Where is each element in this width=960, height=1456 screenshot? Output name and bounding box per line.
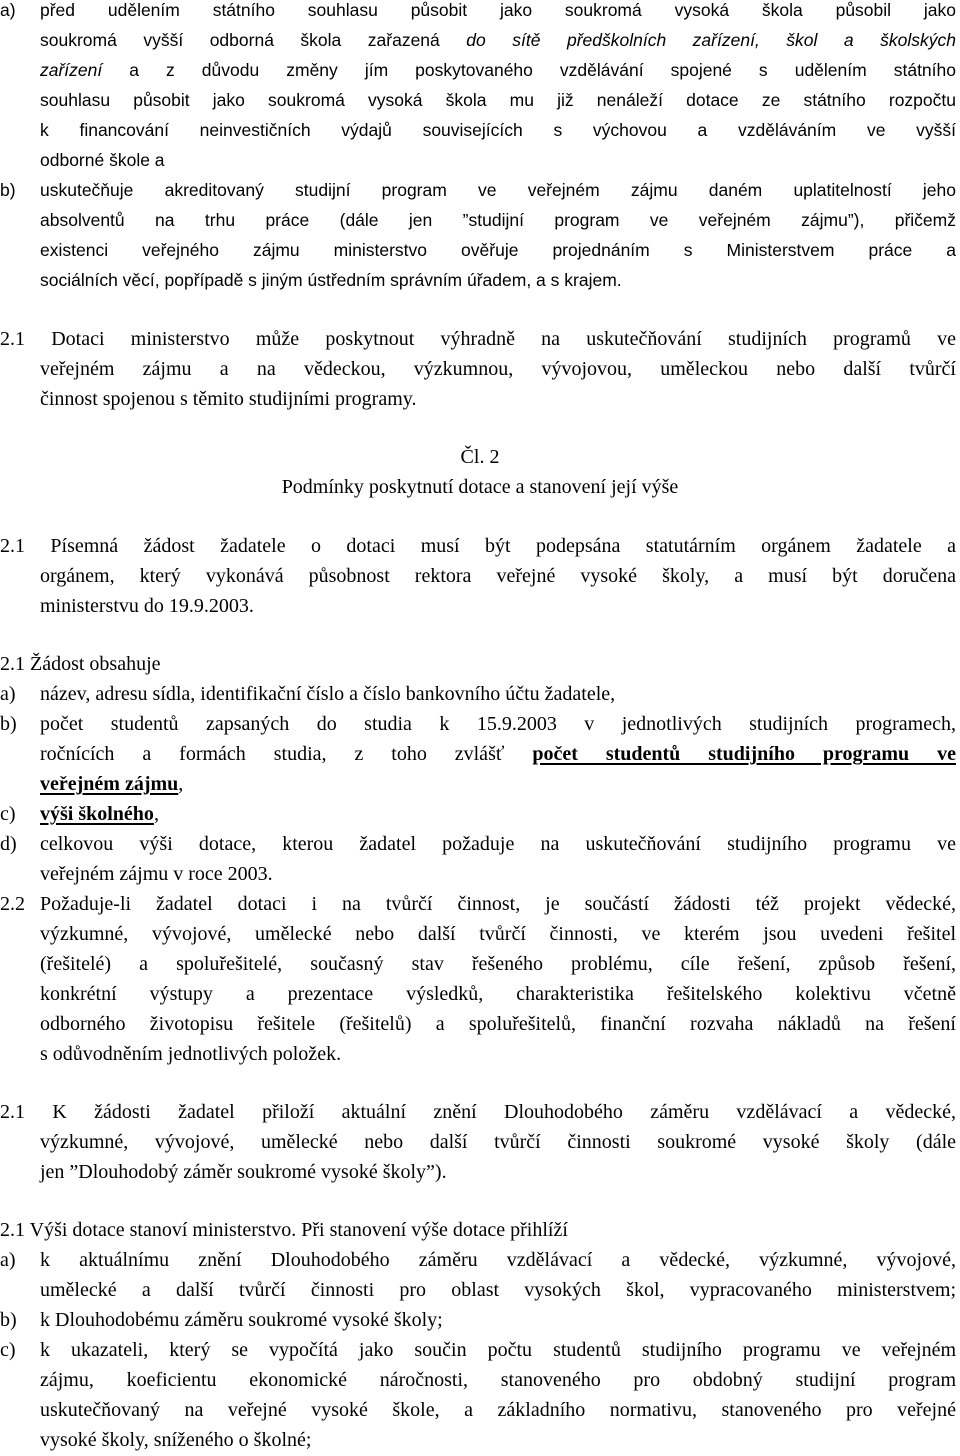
- list-item-text: vysoké školy, sníženého o školné;: [40, 1429, 312, 1451]
- emphasis-underlined: výši školného: [40, 803, 154, 825]
- list-item-text: uskutečňovaný na veřejné vysoké škole, a základního normativu, stanoveného pro veřejné: [40, 1399, 956, 1421]
- list-label-a: a): [0, 0, 16, 20]
- paragraph-line: (řešitelé) a spoluřešitelé, současný stav řešeného problému, cíle řešení, způsob řešení,: [40, 953, 956, 975]
- paragraph-line: odborné škole a: [40, 150, 165, 170]
- paragraph-line: výzkumné, vývojové, umělecké nebo další tvůrčí činnosti, ve kterém jsou uvedeni řešitel: [40, 923, 956, 945]
- list-item-text: počet studentů zapsaných do studia k 15.9.2003 v jednotlivých studijních programech,: [40, 713, 956, 735]
- list-label-d: d): [0, 833, 17, 855]
- emphasis-underlined: veřejném zájmu: [40, 773, 179, 795]
- paragraph-line: existenci veřejného zájmu ministerstvo ověřuje projednáním s Ministerstvem práce a: [40, 240, 956, 260]
- paragraph-line: souhlasu působit jako soukromá vysoká škola mu již nenáleží dotace ze státního rozpočtu: [40, 90, 956, 110]
- list-item-text: celkovou výši dotace, kterou žadatel požaduje na uskutečňování studijního programu ve: [40, 833, 956, 855]
- paragraph-line: sociálních věcí, popřípadě s jiným ústředním správním úřadem, a s krajem.: [40, 270, 622, 290]
- paragraph-line: soukromá vyšší odborná škola zařazená do sítě předškolních zařízení, škol a školských: [40, 30, 957, 50]
- list-item-text: veřejném zájmu,: [40, 773, 184, 795]
- paragraph-line: zařízení a z důvodu změny jím poskytovaného vzdělávání spojené s udělením státního: [40, 60, 956, 80]
- paragraph-line: činnost spojenou s těmito studijními programy.: [40, 388, 417, 410]
- list-label-b: b): [0, 1309, 17, 1331]
- list-item-text: výši školného,: [40, 803, 159, 825]
- list-item-text: ročnících a formách studia, z toho zvlášť počet studentů studijního programu ve: [40, 743, 956, 765]
- list-item-text: umělecké a další tvůrčí činnosti pro oblast vysokých škol, vypracovaného ministerstvem;: [40, 1279, 956, 1301]
- list-item-text: veřejném zájmu v roce 2003.: [40, 863, 273, 885]
- paragraph-line: konkrétní výstupy a prezentace výsledků, charakteristika řešitelského kolektivu včetně: [40, 983, 956, 1005]
- article-number: Čl. 2: [460, 446, 500, 468]
- list-label-b: b): [0, 180, 16, 200]
- paragraph-line: Požaduje-li žadatel dotaci i na tvůrčí činnost, je součástí žádosti též projekt vědecké,: [40, 893, 956, 915]
- paragraph-line: odborného životopisu řešitele (řešitelů) a spoluřešitelů, finanční rozvaha nákladů na řešení: [40, 1013, 956, 1035]
- paragraph-line: jen ”Dlouhodobý záměr soukromé vysoké školy”).: [40, 1161, 447, 1183]
- list-label-a: a): [0, 1249, 16, 1271]
- list-label-c: c): [0, 803, 16, 825]
- list-label-a: a): [0, 683, 16, 705]
- paragraph-line: výzkumné, vývojové, umělecké nebo další tvůrčí činnosti soukromé vysoké školy (dále: [40, 1131, 956, 1153]
- list-item-text: zájmu, koeficientu ekonomické náročnosti, stanoveného pro obdobný studijní program: [40, 1369, 956, 1391]
- paragraph-number: 2.2: [0, 893, 25, 915]
- paragraph-line: orgánem, který vykonává působnost rektora veřejné vysoké školy, a musí být doručena: [40, 565, 956, 587]
- paragraph-line: 2.1 K žádosti žadatel přiloží aktuální znění Dlouhodobého záměru vzdělávací a vědecké,: [0, 1101, 956, 1123]
- paragraph-line: 2.1 Dotaci ministerstvo může poskytnout výhradně na uskutečňování studijních programů ve: [0, 328, 956, 350]
- paragraph-line: před udělením státního souhlasu působit jako soukromá vysoká škola působil jako: [40, 0, 956, 20]
- paragraph-line: k financování neinvestičních výdajů souvisejících s výchovou a vzděláváním ve vyšší: [40, 120, 956, 140]
- paragraph-line: ministerstvu do 19.9.2003.: [40, 595, 254, 617]
- list-label-c: c): [0, 1339, 16, 1361]
- paragraph-line: s odůvodněním jednotlivých položek.: [40, 1043, 342, 1065]
- list-item-text: název, adresu sídla, identifikační číslo a číslo bankovního účtu žadatele,: [40, 683, 616, 705]
- list-item-text: k ukazateli, který se vypočítá jako součin počtu studentů studijního programu ve veřejném: [40, 1339, 956, 1361]
- list-item-text: k aktuálnímu znění Dlouhodobého záměru vzdělávací a vědecké, výzkumné, vývojové,: [40, 1249, 956, 1271]
- paragraph-heading: 2.1 Žádost obsahuje: [0, 653, 161, 675]
- emphasis-underlined: počet studentů studijního programu ve: [532, 743, 956, 765]
- list-item-text: k Dlouhodobému záměru soukromé vysoké školy;: [40, 1309, 443, 1331]
- paragraph-line: absolventů na trhu práce (dále jen ”studijní program ve veřejném zájmu”), přičemž: [40, 210, 956, 230]
- article-title: Podmínky poskytnutí dotace a stanovení její výše: [281, 476, 679, 498]
- paragraph-heading: 2.1 Výši dotace stanoví ministerstvo. Při stanovení výše dotace přihlíží: [0, 1219, 568, 1241]
- list-label-b: b): [0, 713, 17, 735]
- paragraph-line: 2.1 Písemná žádost žadatele o dotaci musí být podepsána statutárním orgánem žadatele a: [0, 535, 956, 557]
- paragraph-line: uskutečňuje akreditovaný studijní program ve veřejném zájmu daném uplatitelností jeho: [40, 180, 956, 200]
- paragraph-line: veřejném zájmu a na vědeckou, výzkumnou, vývojovou, uměleckou nebo další tvůrčí: [40, 358, 956, 380]
